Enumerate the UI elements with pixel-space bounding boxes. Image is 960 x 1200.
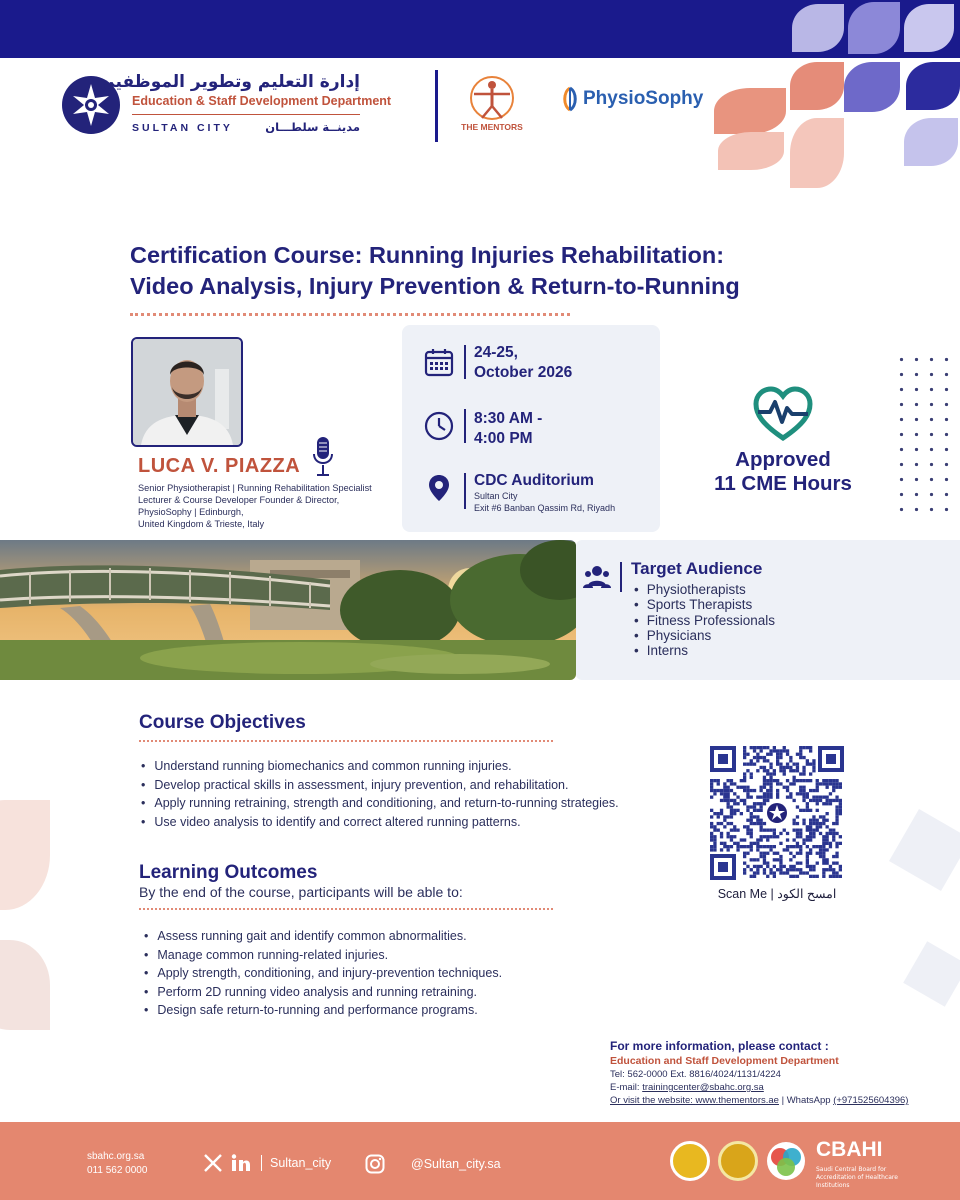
contact-email-row: [610, 1081, 940, 1094]
list-item: • Understand running biomechanics and common running injuries.: [141, 757, 619, 776]
logo-divider: [132, 114, 360, 115]
audience-icon: [582, 562, 612, 592]
cme-line2: 11 CME Hours: [714, 472, 852, 495]
footer-phone: 011 562 0000: [87, 1165, 148, 1176]
objectives-title: Course Objectives: [139, 712, 306, 733]
qr-code[interactable]: [708, 744, 846, 882]
email-prefix: E-mail:: [610, 1082, 643, 1093]
speaker-bio-line: PhysioSophy | Edinburgh,: [138, 507, 244, 517]
speaker-bio: [138, 482, 400, 530]
list-item: • Sports Therapists: [634, 597, 775, 612]
course-title-line1: Certification Course: Running Injuries Rehabilitation:: [130, 242, 725, 268]
linkedin-icon[interactable]: [231, 1154, 253, 1172]
outcomes-underline: [139, 908, 553, 910]
contact-info: [610, 1038, 940, 1107]
time-row: [420, 409, 660, 455]
gold-seal-badge: [718, 1141, 758, 1181]
time-line2: 4:00 PM: [474, 430, 533, 447]
heart-monitor-icon: [752, 386, 814, 442]
footer-social-instagram: [365, 1154, 501, 1174]
qr-scan-label: Scan Me | امسح الكود: [717, 887, 837, 901]
target-audience-panel: [576, 540, 960, 680]
contact-heading: For more information, please contact :: [610, 1039, 829, 1053]
contact-website-row: [610, 1094, 940, 1107]
instagram-icon[interactable]: [365, 1154, 385, 1174]
campus-photo: [0, 540, 576, 680]
calendar-icon: [424, 347, 454, 377]
course-title-line2: Video Analysis, Injury Prevention & Return-to-Running: [130, 273, 740, 299]
microphone-icon: [312, 436, 334, 478]
audience-divider: [620, 562, 622, 592]
time-line1: 8:30 AM -: [474, 410, 543, 427]
list-item: • Physiotherapists: [634, 582, 775, 597]
whatsapp-link[interactable]: (+971525604396): [833, 1095, 909, 1106]
outcomes-title: Learning Outcomes: [139, 862, 318, 883]
speaker-bio-line: Senior Physiotherapist | Running Rehabilitation Specialist: [138, 483, 372, 493]
physiosophy-name: PhysioSophy: [583, 88, 704, 109]
footer-instagram-handle[interactable]: @Sultan_city.sa: [411, 1157, 501, 1171]
footer-social-x-linkedin: [203, 1154, 331, 1172]
website-link[interactable]: www.thementors.ae: [695, 1095, 779, 1106]
footer-contact: [87, 1150, 147, 1178]
objectives-underline: [139, 740, 553, 742]
venue-name: CDC Auditorium: [474, 472, 594, 489]
list-item: • Assess running gait and identify common abnormalities.: [144, 927, 502, 946]
physiosophy-logo: [560, 84, 703, 114]
venue-address: Exit #6 Banban Qassim Rd, Riyadh: [474, 503, 616, 513]
audience-title: Target Audience: [631, 559, 763, 578]
venue-divider: [464, 473, 466, 509]
objectives-list: [141, 757, 619, 832]
email-link[interactable]: trainingcenter@sbahc.org.sa: [642, 1082, 764, 1093]
website-prefix: Or visit the website:: [610, 1095, 696, 1106]
venue-city: Sultan City: [474, 491, 518, 501]
mentors-logo: [450, 72, 534, 138]
speaker-portrait: [133, 339, 241, 445]
department-logo: [60, 72, 392, 142]
list-item: • Use video analysis to identify and correct altered running patterns.: [141, 813, 619, 832]
list-item: • Manage common running-related injuries.: [144, 946, 502, 965]
speaker-name: LUCA V. PIAZZA: [138, 455, 301, 477]
cbahi-logo-icon: [766, 1141, 806, 1181]
carf-accreditation-badge: [670, 1141, 710, 1181]
title-underline: [130, 313, 570, 316]
outcomes-intro: By the end of the course, participants will be able to:: [139, 884, 463, 900]
speaker-bio-line: Lecturer & Course Developer Founder & Director,: [138, 495, 340, 505]
footer-website[interactable]: sbahc.org.sa: [87, 1151, 145, 1162]
footer-handle-sultan-city[interactable]: Sultan_city: [270, 1156, 332, 1170]
list-item: • Perform 2D running video analysis and running retraining.: [144, 983, 502, 1002]
list-item: • Apply strength, conditioning, and injury-prevention techniques.: [144, 964, 502, 983]
list-item: • Develop practical skills in assessment, injury prevention, and rehabilitation.: [141, 776, 619, 795]
footer: [0, 1122, 960, 1200]
date-divider: [464, 345, 466, 379]
vitruvian-man-icon: [468, 74, 516, 122]
time-divider: [464, 409, 466, 443]
clock-icon: [424, 411, 454, 441]
x-icon[interactable]: [203, 1154, 223, 1172]
list-item: • Interns: [634, 643, 775, 658]
cbahi-name: CBAHI: [816, 1138, 883, 1161]
venue-row: [420, 471, 660, 521]
date-line2: October 2026: [474, 364, 573, 381]
date-line1: 24-25,: [474, 344, 518, 361]
outcomes-list: [144, 927, 502, 1020]
cme-line1: Approved: [735, 448, 831, 471]
city-name-arabic: مدينــة سلطـــان: [265, 120, 360, 134]
list-item: • Design safe return-to-running and performance programs.: [144, 1001, 502, 1020]
speaker-photo: [131, 337, 243, 447]
city-name-english: SULTAN CITY: [132, 122, 233, 134]
campus-bridge-scene: [0, 540, 576, 680]
list-item: • Apply running retraining, strength and conditioning, and return-to-running strategies.: [141, 794, 619, 813]
cme-approval: [690, 448, 876, 496]
contact-tel: Tel: 562-0000 Ext. 8816/4024/1131/4224: [610, 1069, 781, 1080]
event-info-card: [402, 325, 660, 532]
date-row: [420, 343, 660, 389]
list-item: • Fitness Professionals: [634, 613, 775, 628]
list-item: • Physicians: [634, 628, 775, 643]
contact-department: Education and Staff Development Department: [610, 1055, 839, 1067]
location-pin-icon: [424, 473, 454, 503]
mentors-name: THE MENTORS: [461, 122, 523, 132]
whatsapp-prefix: | WhatsApp: [778, 1095, 834, 1106]
department-name-arabic: إدارة التعليم وتطوير الموظفين: [100, 72, 360, 92]
department-name-english: Education & Staff Development Department: [132, 94, 392, 108]
cbahi-subtitle: Saudi Central Board for Accreditation of Healthcare Institutions: [816, 1166, 898, 1189]
speaker-bio-line: United Kingdom & Trieste, Italy: [138, 519, 265, 529]
decorative-dot-grid: [894, 352, 954, 512]
physiosophy-mark-icon: [560, 86, 580, 112]
footer-separator: [261, 1155, 262, 1171]
logo-divider-vertical: [435, 70, 438, 142]
audience-list: [634, 582, 775, 658]
course-title: [130, 240, 850, 302]
